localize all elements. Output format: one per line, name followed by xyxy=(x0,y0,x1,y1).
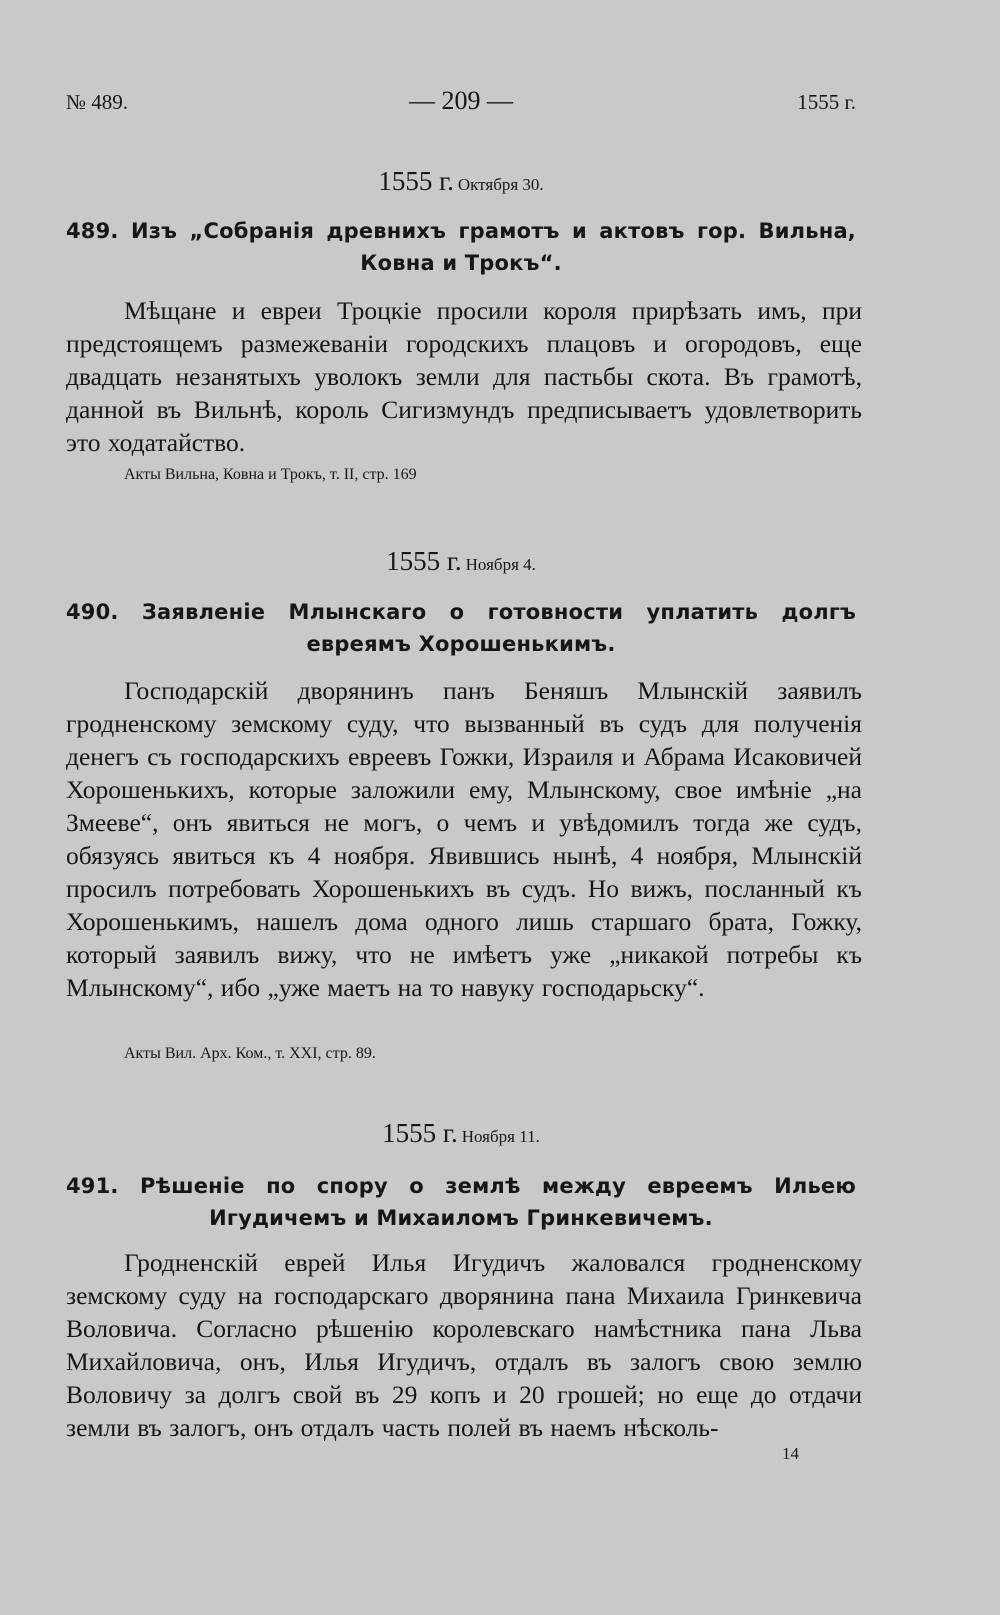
entry-year: 1555 г. xyxy=(382,1118,458,1148)
running-head xyxy=(66,86,856,120)
entry-date xyxy=(66,1118,856,1149)
entry-year: 1555 г. xyxy=(378,166,454,196)
entry-title: 489. Изъ „Собранія древнихъ грамотъ и актовъ гор. Вильна, Ковна и Трокъ“. xyxy=(66,219,856,275)
entry-date xyxy=(66,546,856,577)
entry-citation: Акты Вил. Арх. Ком., т. XXI, стр. 89. xyxy=(124,1045,376,1062)
entry-title: 491. Рѣшеніе по спору о землѣ между евреемъ Ильею Игудичемъ и Михаиломъ Гринкевичемъ. xyxy=(66,1174,856,1230)
entry-citation: Акты Вильна, Ковна и Трокъ, т. II, стр. 169 xyxy=(124,466,417,483)
entry-year: 1555 г. xyxy=(386,546,462,576)
document-number: № 489. xyxy=(66,90,129,114)
entry-body: Гродненскій еврей Илья Игудичъ жаловался гродненскому земскому суду на господарскаго дворянина пана Михаила Гринкевича Воловича. Согласно рѣшенію королевскаго намѣстника пана Льва Михайловича, онъ, Илья Игудичъ, отдалъ въ залогъ свою землю Воловичу за долгъ свой въ 29 копъ и 20 грошей; но еще до отдачи земли въ залогъ, онъ отдалъ часть полей въ наемъ нѣсколь- xyxy=(66,1248,862,1442)
signature-mark: 14 xyxy=(782,1444,799,1463)
entry-day: Ноября 11. xyxy=(461,1127,540,1146)
entry-body: Господарскій дворянинъ панъ Беняшъ Млынскій заявилъ гродненскому земскому суду, что вызванный въ судъ для полученія денегъ съ господарскихъ евреевъ Гожки, Израиля и Абрама Исаковичей Хорошенькихъ, которые заложили ему, Млынскому, свое имѣніе „на Змееве“, онъ явиться не могъ, о чемъ и увѣдомилъ тогда же судъ, обязуясь явиться къ 4 ноября. Явившись нынѣ, 4 ноября, Млынскій просилъ потребовать Хорошенькихъ въ судъ. Но вижъ, посланный къ Хорошенькимъ, нашелъ дома одного лишь старшаго брата, Гожку, который заявилъ вижу, что не имѣетъ уже „никакой потребы къ Млынскому“, ибо „уже маетъ на то навуку господарьску“. xyxy=(66,676,862,1002)
entry-date xyxy=(66,166,856,197)
entry-body: Мѣщане и евреи Троцкіе просили короля прирѣзать имъ, при предстоящемъ размежеванiи городскихъ плацовъ и огородовъ, еще двадцать незанятыхъ уволокъ земли для пастьбы скота. Въ грамотѣ, данной въ Вильнѣ, король Сигизмундъ предписываетъ удовлетворить это ходатайство. xyxy=(66,296,862,457)
entry-day: Ноября 4. xyxy=(465,555,536,574)
page-number: — 209 — xyxy=(409,86,513,115)
header-year: 1555 г. xyxy=(797,90,856,114)
entry-title: 490. Заявленіе Млынскаго о готовности уплатить долгъ евреямъ Хорошенькимъ. xyxy=(66,600,856,656)
entry-day: Октября 30. xyxy=(457,175,544,194)
